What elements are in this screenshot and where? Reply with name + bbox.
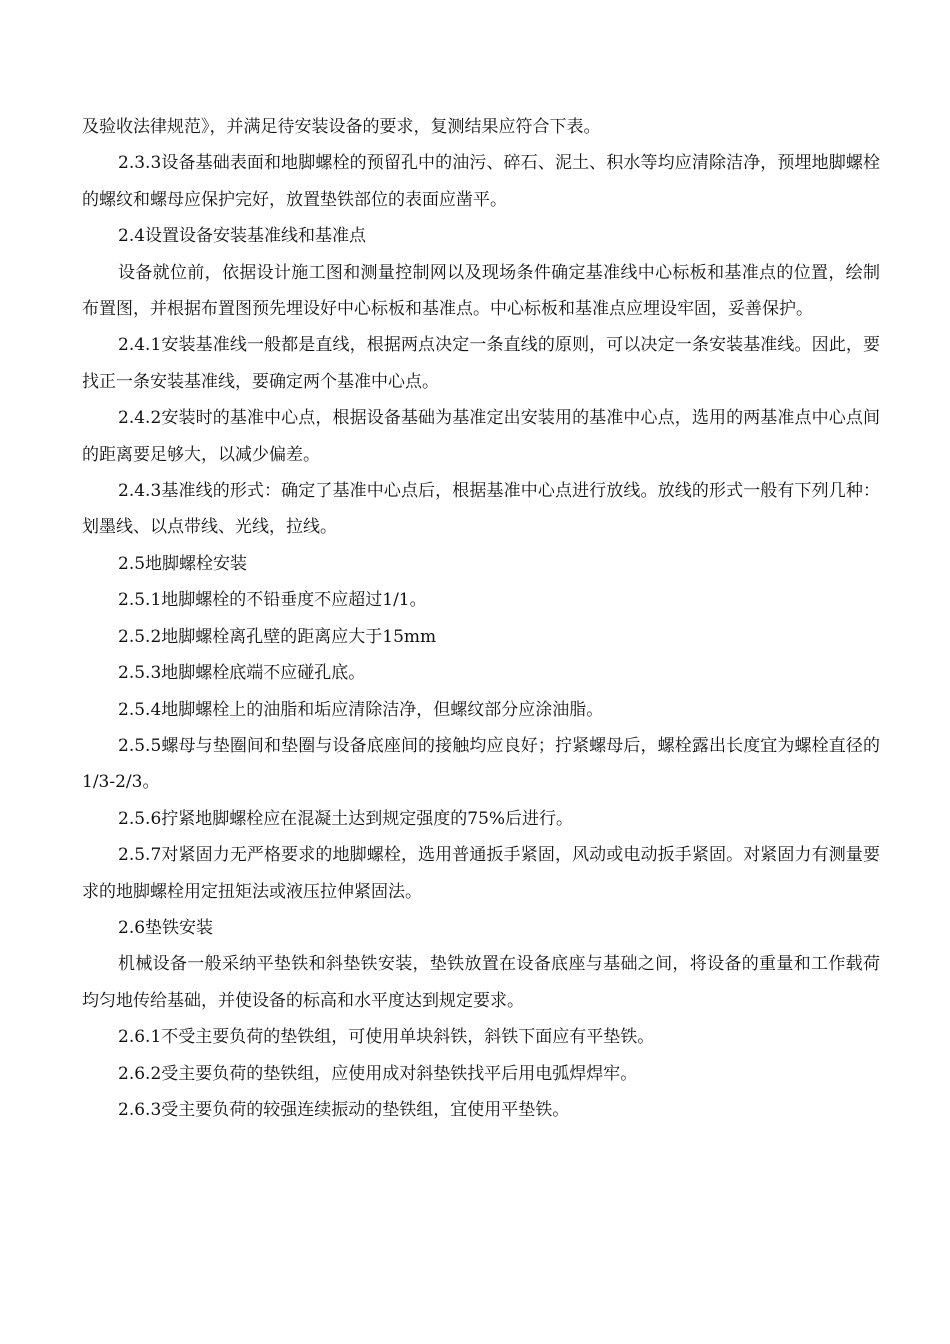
- section-heading: 2.6垫铁安装: [118, 917, 214, 938]
- paragraph: 2.5.1地脚螺栓的不铅垂度不应超过1/1。: [118, 590, 427, 611]
- paragraph: 2.4.2安装时的基准中心点，根据设备基础为基准定出安装用的基准中心点，选用的两基准点中心点间的距离要足够大，以减少偏差。: [82, 408, 880, 465]
- paragraph: 2.5.2地脚螺栓离孔壁的距离应大于15mm: [118, 626, 437, 647]
- paragraph: 2.6.1不受主要负荷的垫铁组，可使用单块斜铁，斜铁下面应有平垫铁。: [118, 1027, 655, 1048]
- paragraph: 2.5.5螺母与垫圈间和垫圈与设备底座间的接触均应良好；拧紧螺母后，螺栓露出长度宜为螺栓直径的1/3-2/3。: [82, 735, 880, 793]
- section-heading: 2.4设置设备安装基准线和基准点: [118, 226, 367, 247]
- paragraph: 2.4.1安装基准线一般都是直线，根据两点决定一条直线的原则，可以决定一条安装基准线。因此，要找正一条安装基准线，要确定两个基准中心点。: [82, 335, 880, 392]
- document-body: [82, 109, 880, 1128]
- paragraph: 2.4.3基准线的形式：确定了基准中心点后，根据基准中心点进行放线。放线的形式一般有下列几种：划墨线、以点带线、光线，拉线。: [82, 481, 880, 538]
- paragraph: 2.6.2受主要负荷的垫铁组，应使用成对斜垫铁找平后用电弧焊焊牢。: [118, 1063, 638, 1084]
- section-heading: 2.5地脚螺栓安装: [118, 553, 248, 574]
- paragraph: 2.6.3受主要负荷的较强连续振动的垫铁组，宜使用平垫铁。: [118, 1099, 570, 1120]
- paragraph: 2.5.7对紧固力无严格要求的地脚螺栓，选用普通扳手紧固，风动或电动扳手紧固。对紧固力有测量要求的地脚螺栓用定扭矩法或液压拉伸紧固法。: [82, 845, 880, 902]
- paragraph: 及验收法律规范》，并满足待安装设备的要求，复测结果应符合下表。: [82, 117, 601, 137]
- paragraph: 2.5.6拧紧地脚螺栓应在混凝土达到规定强度的75%后进行。: [118, 808, 574, 829]
- paragraph: 2.5.4地脚螺栓上的油脂和垢应清除洁净，但螺纹部分应涂油脂。: [118, 699, 604, 720]
- paragraph: 设备就位前，依据设计施工图和测量控制网以及现场条件确定基准线中心标板和基准点的位置，绘制布置图，并根据布置图预先埋设好中心标板和基准点。中心标板和基准点应埋设牢固，妥善保护。: [82, 262, 880, 320]
- paragraph: 机械设备一般采纳平垫铁和斜垫铁安装，垫铁放置在设备底座与基础之间，将设备的重量和工作载荷均匀地传给基础，并使设备的标高和水平度达到规定要求。: [82, 954, 880, 1011]
- paragraph: 2.5.3地脚螺栓底端不应碰孔底。: [118, 663, 366, 684]
- paragraph: 2.3.3设备基础表面和地脚螺栓的预留孔中的油污、碎石、泥土、积水等均应清除洁净，预埋地脚螺栓的螺纹和螺母应保护完好，放置垫铁部位的表面应凿平。: [82, 153, 880, 210]
